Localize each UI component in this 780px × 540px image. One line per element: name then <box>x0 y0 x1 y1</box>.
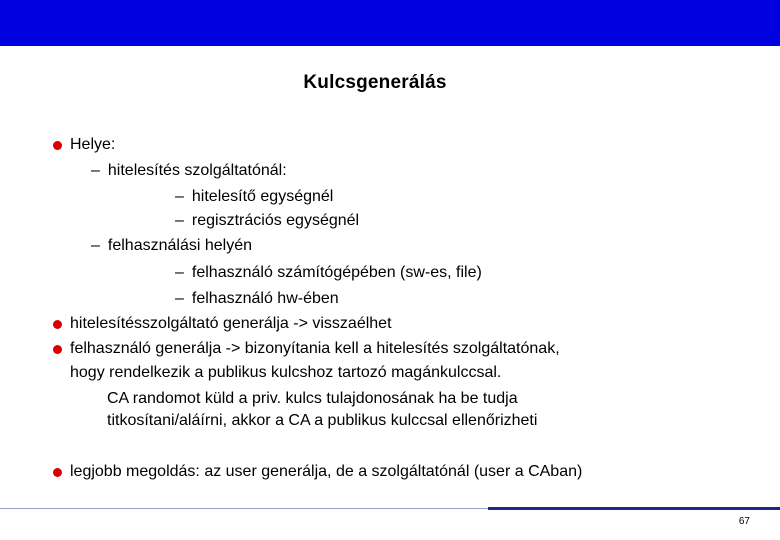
bullet-dot <box>53 320 62 329</box>
sub-sub-item-hw <box>175 289 339 309</box>
bullet-felhasznalo-generalja: felhasználó generálja -> bizonyítania kell a hitelesítés szolgáltatónak, <box>70 340 560 357</box>
sub-sub-item-text: hitelesítő egységnél <box>191 188 334 205</box>
sub-sub-item-hitelesito-egyseg <box>175 187 333 207</box>
bullet-legjobb-megoldas: legjobb megoldás: az user generálja, de a szolgáltatónál (user a CAban) <box>70 463 583 480</box>
sub-sub-item-text: regisztrációs egységnél <box>191 212 360 229</box>
bullet-dot <box>53 468 62 477</box>
bullet-continuation: hogy rendelkezik a publikus kulcshoz tartozó magánkulccsal. <box>70 364 502 381</box>
bullet-helye: Helye: <box>70 136 116 153</box>
note-line: CA randomot küld a priv. kulcs tulajdonosának ha be tudja <box>107 390 518 407</box>
dash: – <box>91 162 100 179</box>
sub-item-text: hitelesítés szolgáltatónál: <box>107 162 287 179</box>
bullet-dot <box>53 141 62 150</box>
sub-sub-item-text: felhasználó számítógépében (sw-es, file) <box>191 264 482 281</box>
sub-item-hitelesites-szolgaltato <box>91 161 287 181</box>
dash: – <box>175 290 184 307</box>
dash: – <box>175 188 184 205</box>
page-number: 67 <box>738 516 750 527</box>
sub-sub-item-szamitogep <box>175 263 482 283</box>
sub-sub-item-regisztracios-egyseg <box>175 211 359 231</box>
bullet-hitelesitesszolgaltato: hitelesítésszolgáltató generálja -> visszaélhet <box>70 315 392 332</box>
dash: – <box>91 237 100 254</box>
dash: – <box>175 264 184 281</box>
sub-item-felhasznalasi-hely <box>91 236 252 256</box>
bullet-dot <box>53 345 62 354</box>
sub-item-text: felhasználási helyén <box>107 237 252 254</box>
header-bar <box>0 0 780 46</box>
footer-divider-thin <box>0 508 488 509</box>
sub-sub-item-text: felhasználó hw-ében <box>191 290 339 307</box>
footer-divider-thick <box>488 507 780 510</box>
dash: – <box>175 212 184 229</box>
note-line: titkosítani/aláírni, akkor a CA a publikus kulccsal ellenőrizheti <box>107 412 538 429</box>
slide-title: Kulcsgenerálás <box>303 72 447 93</box>
